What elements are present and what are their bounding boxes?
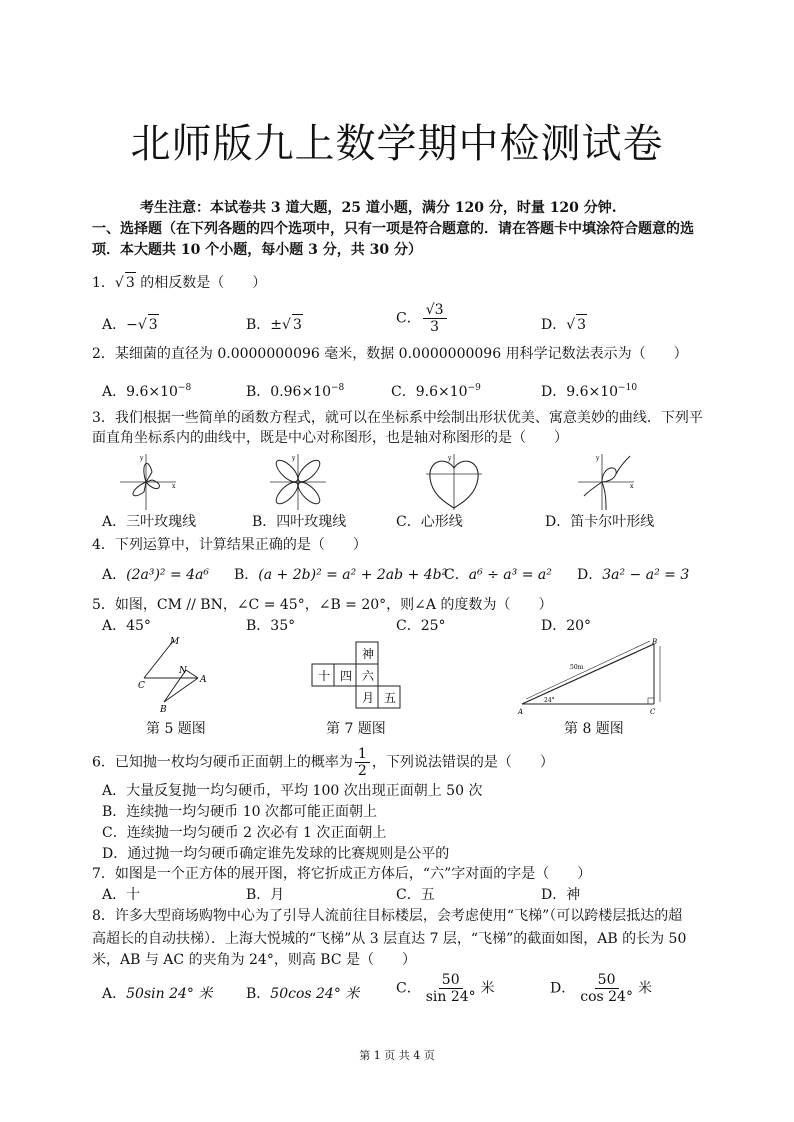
q5-option-b[interactable]: B．35° — [246, 618, 296, 634]
figure-5-parallel-lines — [136, 634, 216, 714]
q4-stem: 4．下列运算中，计算结果正确的是（ ） — [92, 537, 367, 553]
q7-option-c[interactable]: C．五 — [396, 887, 435, 903]
q3-option-b[interactable]: B．四叶玫瑰线 — [252, 514, 347, 530]
three-leaf-rose-figure — [118, 452, 178, 512]
q3-stem-line2: 面直角坐标系内的曲线中，既是中心对称图形，也是轴对称图形的是（ ） — [92, 430, 568, 446]
svg-text:y: y — [448, 455, 452, 462]
q1-option-b[interactable]: B．±√ 3 — [246, 314, 303, 335]
svg-text:四: 四 — [340, 669, 353, 683]
q4-option-a[interactable]: A．(2a³)² = 4a⁶ — [102, 567, 210, 583]
exam-notice: 考生注意：本试卷共 3 道大题，25 道小题，满分 120 分，时量 120 分钟. — [140, 200, 617, 216]
svg-text:C: C — [138, 681, 145, 691]
section1-heading-line2: 项．本大题共 10 个小题，每小题 3 分，共 30 分） — [92, 242, 422, 258]
q4-option-d[interactable]: D．3a² − a² = 3 — [577, 567, 690, 583]
svg-text:y: y — [140, 455, 144, 462]
q7-stem: 7．如图是一个正方体的展开图，将它折成正方体后，“六”字对面的字是（ ） — [92, 866, 592, 882]
q8-option-b[interactable]: B．50cos 24° 米 — [246, 986, 360, 1002]
svg-text:y: y — [292, 455, 296, 462]
q8-option-c[interactable]: C． $\frac{50}{\sin 24^\circ}$ 米 — [396, 972, 495, 1005]
svg-text:神: 神 — [362, 647, 375, 661]
q3-option-d[interactable]: D．笛卡尔叶形线 — [545, 514, 655, 530]
q4-option-b[interactable]: B．(a + 2b)² = a² + 2ab + 4b² — [234, 567, 448, 583]
q7-option-d[interactable]: D．神 — [541, 887, 581, 903]
page-footer: 第 1 页 共 4 页 — [359, 1049, 435, 1062]
q3-stem-line1: 3．我们根据一些简单的函数方程式，就可以在坐标系中绘制出形状优美、寓意美妙的曲线．下列平 — [92, 410, 703, 426]
svg-text:B: B — [652, 638, 658, 646]
q2-option-d[interactable]: D．$9.6\times 10^{-10}$ — [541, 383, 638, 400]
q3-option-c[interactable]: C．心形线 — [396, 514, 463, 530]
q8-option-d[interactable]: D． $\frac{50}{\cos 24^\circ}$ 米 — [550, 972, 652, 1005]
figure-7-caption: 第 7 题图 — [326, 721, 386, 737]
figure-7-cube-net — [312, 641, 412, 713]
q2-option-a[interactable]: A．$9.6\times 10^{-8}$ — [102, 383, 192, 400]
q5-stem: 5．如图，CM // BN，∠C = 45°，∠B = 20°，则∠A 的度数为（ ） — [92, 597, 553, 613]
q5-option-a[interactable]: A．45° — [102, 618, 151, 634]
svg-text:A: A — [518, 708, 524, 716]
q6-option-a[interactable]: A．大量反复抛一均匀硬币，平均 100 次出现正面朝上 50 次 — [102, 783, 483, 799]
q2-option-c[interactable]: C．$9.6\times 10^{-9}$ — [391, 383, 481, 400]
q5-option-c[interactable]: C．25° — [396, 618, 446, 634]
svg-text:24°: 24° — [544, 697, 555, 704]
four-leaf-rose-figure — [268, 452, 328, 512]
q7-option-a[interactable]: A．十 — [102, 887, 141, 903]
q1-option-d[interactable]: D．√ 3 — [541, 314, 587, 335]
svg-text:x: x — [172, 483, 176, 490]
q6-stem: 6．已知抛一枚均匀硬币正面朝上的概率为 $\frac{1}{2}$ ，下列说法错误的是（ ） — [92, 746, 554, 779]
q8-stem-line2: 高超长的自动扶梯）．上海大悦城的“飞梯”从 3 层直达 7 层，“飞梯”的截面如图，AB 的长为 50 — [92, 931, 687, 947]
page-title: 北师版九上数学期中检测试卷 — [130, 121, 664, 167]
heart-curve-figure — [424, 452, 484, 512]
figure-5-caption: 第 5 题图 — [146, 721, 206, 737]
q1-option-a[interactable]: A．−√ 3 — [102, 314, 159, 335]
q6-option-b[interactable]: B．连续抛一均匀硬币 10 次都可能正面朝上 — [102, 804, 378, 820]
svg-text:x: x — [630, 483, 634, 490]
svg-text:M: M — [170, 637, 180, 647]
q8-stem-line1: 8．许多大型商场购物中心为了引导人流前往目标楼层，会考虑使用“飞梯”（可以跨楼层抵达的超 — [92, 908, 683, 924]
q1-stem: 1．√ 3 的相反数是（ ） — [92, 272, 266, 293]
q5-option-d[interactable]: D．20° — [541, 618, 592, 634]
figure-8-escalator-triangle — [514, 636, 674, 716]
section1-heading-line1: 一、选择题（在下列各题的四个选项中，只有一项是符合题意的．请在答题卡中填涂符合题意的选 — [92, 221, 694, 237]
svg-text:六: 六 — [362, 669, 375, 683]
q6-option-d[interactable]: D．通过抛一均匀硬币确定谁先发球的比赛规则是公平的 — [102, 846, 450, 862]
q2-stem: 2．某细菌的直径为 0.0000000096 毫米，数据 0.0000000096 用科学记数法表示为（ ） — [92, 346, 688, 362]
descartes-folium-figure — [576, 452, 636, 512]
figure-8-caption: 第 8 题图 — [564, 721, 624, 737]
q6-option-c[interactable]: C．连续抛一均匀硬币 2 次必有 1 次正面朝上 — [102, 825, 387, 841]
q1-option-c[interactable]: C． $\frac{√3}{3}$ — [396, 302, 449, 335]
q4-option-c[interactable]: C．a⁶ ÷ a³ = a² — [444, 567, 552, 583]
svg-text:y: y — [596, 455, 600, 462]
q7-option-b[interactable]: B．月 — [246, 887, 285, 903]
q8-stem-line3: 米，AB 与 AC 的夹角为 24°，则高 BC 是（ ） — [92, 952, 416, 968]
svg-text:A: A — [200, 675, 207, 685]
svg-text:月: 月 — [362, 691, 375, 705]
q3-option-a[interactable]: A．三叶玫瑰线 — [102, 514, 197, 530]
svg-text:C: C — [650, 708, 656, 716]
q2-option-b[interactable]: B．$0.96\times 10^{-8}$ — [246, 383, 345, 400]
svg-text:十: 十 — [318, 669, 331, 683]
q8-option-a[interactable]: A．50sin 24° 米 — [102, 986, 213, 1002]
svg-text:N: N — [179, 666, 187, 676]
svg-text:五: 五 — [384, 691, 397, 705]
svg-text:50m: 50m — [570, 664, 584, 671]
svg-text:B: B — [160, 705, 167, 715]
